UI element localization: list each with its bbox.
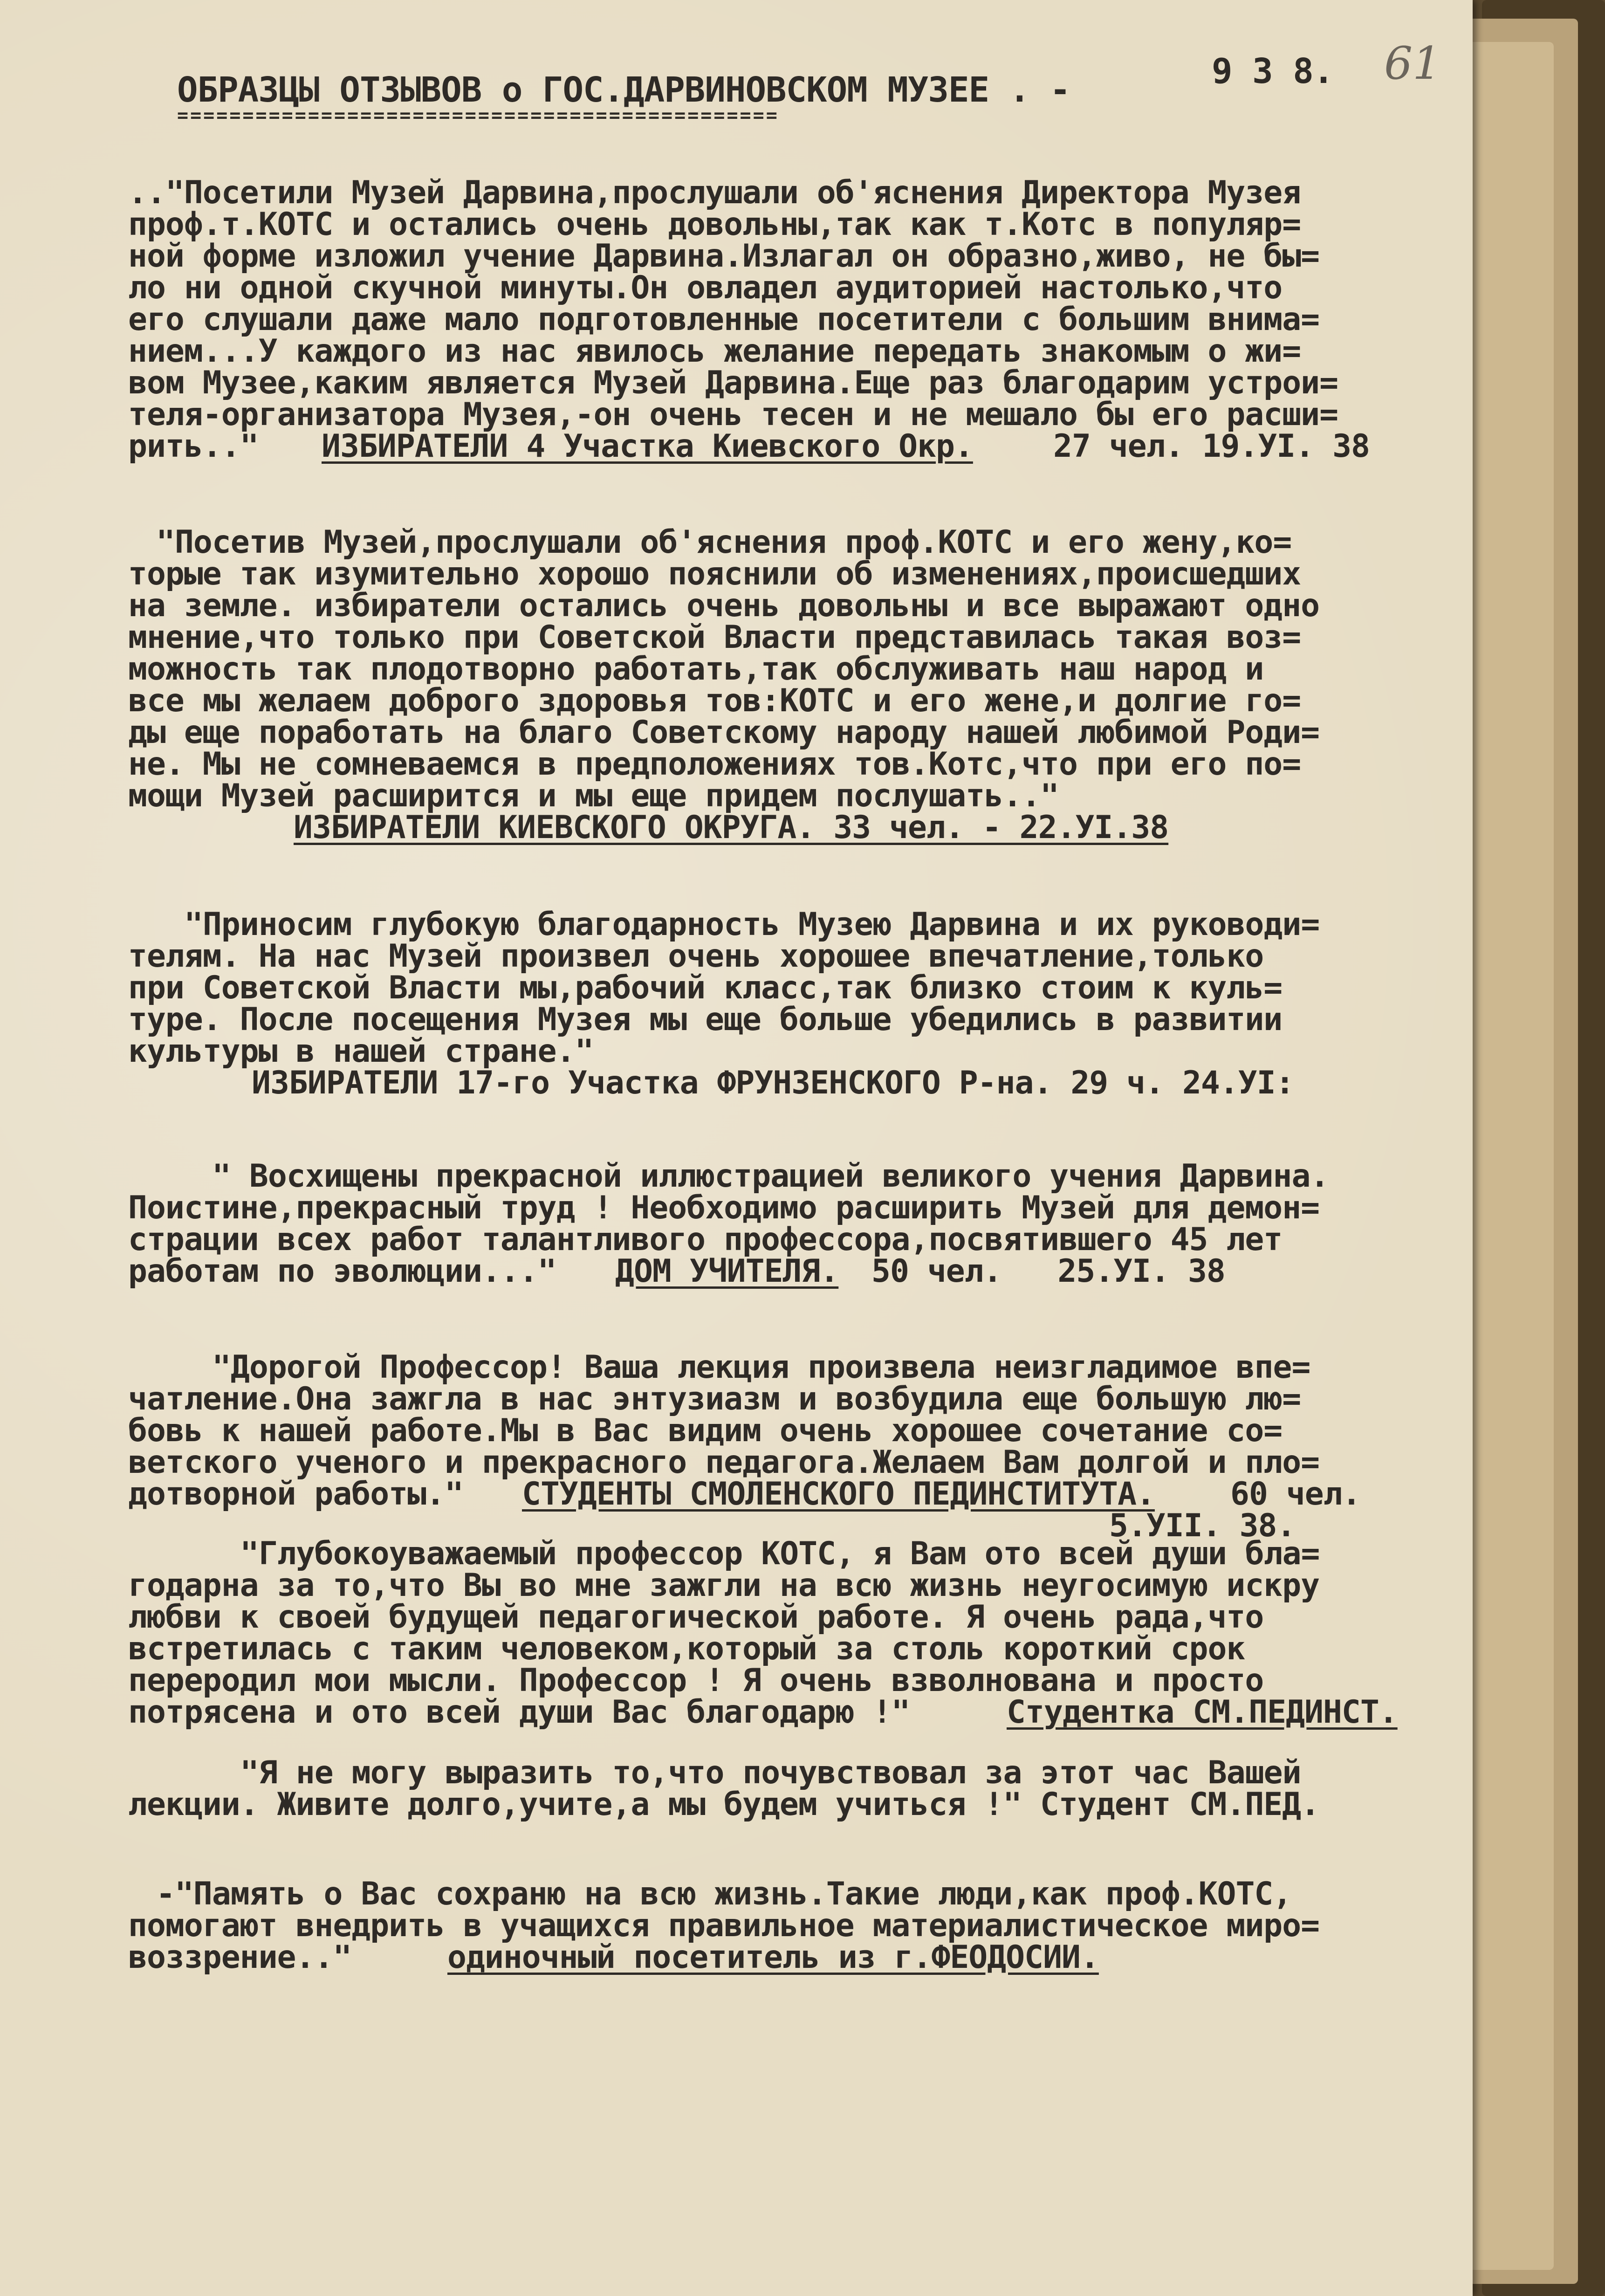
folio-number: 9 3 8.	[1212, 51, 1334, 91]
review-signature: СТУДЕНТЫ СМОЛЕНСКОГО ПЕДИНСТИТУТА.	[522, 1476, 1155, 1512]
text-line: торые так изумительно хорошо пояснили об изменениях,происшедших	[128, 556, 1301, 592]
review-signature: ИЗБИРАТЕЛИ 4 Участка Киевского Окр.	[322, 428, 973, 465]
review-signature: ДОМ УЧИТЕЛЯ.	[615, 1253, 839, 1290]
text-line: лекции. Живите долго,учите,а мы будем учиться !" Студент СМ.ПЕД.	[128, 1786, 1320, 1823]
text-line: "Дорогой Профессор! Ваша лекция произвела неизгладимое впе=	[212, 1349, 1310, 1386]
text-line: мощи Музей расширится и мы еще придем послушать.."	[128, 777, 1059, 814]
review-meta: 60 чел.	[1230, 1476, 1361, 1512]
text-line: проф.т.КОТС и остались очень довольны,так как т.Котс в популяр=	[128, 206, 1301, 243]
review-date: 5.УII. 38.	[1109, 1507, 1296, 1544]
text-line: все мы желаем доброго здоровья тов:КОТС и его жене,и долгие го=	[128, 682, 1301, 719]
text-line: ветского ученого и прекрасного педагога.Желаем Вам долгой и пло=	[128, 1444, 1320, 1481]
text-line: потрясена и ото всей души Вас благодарю !"	[128, 1694, 910, 1731]
text-line: воззрение.."	[128, 1939, 352, 1976]
text-line: бовь к нашей работе.Мы в Вас видим очень хорошее сочетание со=	[128, 1412, 1283, 1449]
text-line: телям. На нас Музей произвел очень хорошее впечатление,только	[128, 938, 1264, 975]
handwritten-page-number: 61	[1384, 37, 1441, 89]
text-line: любви к своей будущей педагогической работе. Я очень рада,что	[128, 1599, 1264, 1636]
review-signature: Студентка СМ.ПЕДИНСТ.	[1007, 1694, 1398, 1731]
text-line: "Я не могу выразить то,что почувствовал за этот час Вашей	[240, 1754, 1301, 1791]
text-line: Поистине,прекрасный труд ! Необходимо расширить Музей для демон=	[128, 1189, 1320, 1226]
text-line: чатление.Она зажгла в нас энтузиазм и возбудила еще большую лю=	[128, 1381, 1301, 1417]
text-line: ной форме изложил учение Дарвина.Излагал он образно,живо, не бы=	[128, 238, 1320, 275]
title-underline: ==============================================	[177, 105, 779, 126]
text-line: страции всех работ талантливого профессора,посвятившего 45 лет	[128, 1221, 1283, 1258]
text-line: теля-организатора Музея,-он очень тесен и не мешало бы его расши=	[128, 396, 1338, 433]
text-line: вом Музее,каким является Музей Дарвина.Еще раз благодарим устрои=	[128, 364, 1338, 401]
text-line: дотворной работы."	[128, 1476, 463, 1512]
review-meta: 27 чел. 19.УI. 38	[1053, 428, 1370, 465]
text-line: "Приносим глубокую благодарность Музею Дарвина и их руководи=	[184, 906, 1320, 943]
text-line: годарна за то,что Вы во мне зажгли на всю жизнь неугосимую искру	[128, 1567, 1320, 1604]
text-line: туре. После посещения Музея мы еще больше убедились в развитии	[128, 1001, 1283, 1038]
review-signature: ИЗБИРАТЕЛИ 17-го Участка ФРУНЗЕНСКОГО Р-на. 29 ч. 24.УI:	[252, 1065, 1294, 1101]
document-title: ОБРАЗЦЫ ОТЗЫВОВ о ГОС.ДАРВИНОВСКОМ МУЗЕЕ . -	[177, 70, 1070, 110]
text-line: "Посетив Музей,прослушали об'яснения проф.КОТС и его жену,ко=	[156, 524, 1292, 561]
text-line: на земле. избиратели остались очень довольны и все выражают одно	[128, 587, 1320, 624]
review-signature: одиночный посетитель из г.ФЕОДОСИИ.	[447, 1939, 1099, 1976]
text-line: " Восхищены прекрасной иллюстрацией великого учения Дарвина.	[212, 1158, 1329, 1195]
text-line: ды еще поработать на благо Советскому народу нашей любимой Роди=	[128, 714, 1320, 751]
review-signature: ИЗБИРАТЕЛИ КИЕВСКОГО ОКРУГА. 33 чел. - 22.УI.38	[294, 809, 1169, 846]
text-line: нием...У каждого из нас явилось желание передать знакомым о жи=	[128, 333, 1301, 370]
text-line: при Советской Власти мы,рабочий класс,так близко стоим к куль=	[128, 969, 1283, 1006]
text-line: рить.."	[128, 428, 259, 465]
text-line: его слушали даже мало подготовленные посетители с большим внима=	[128, 301, 1320, 338]
text-line: можность так плодотворно работать,так обслуживать наш народ и	[128, 651, 1264, 687]
text-line: переродил мои мысли. Профессор ! Я очень взволнована и просто	[128, 1662, 1264, 1699]
text-line: помогают внедрить в учащихся правильное материалистическое миро=	[128, 1907, 1320, 1944]
text-line: мнение,что только при Советской Власти представилась такая воз=	[128, 619, 1301, 656]
text-line: .."Посетили Музей Дарвина,прослушали об'яснения Директора Музея	[128, 174, 1301, 211]
review-meta: 50 чел. 25.УI. 38	[871, 1253, 1225, 1290]
text-line: не. Мы не сомневаемся в предположениях тов.Котс,что при его по=	[128, 746, 1301, 783]
text-line: -"Память о Вас сохраню на всю жизнь.Такие люди,как проф.КОТС,	[156, 1876, 1292, 1912]
text-line: встретилась с таким человеком,который за столь короткий срок	[128, 1630, 1245, 1667]
text-line: культуры в нашей стране."	[128, 1033, 594, 1070]
text-line: ло ни одной скучной минуты.Он овладел аудиторией настолько,что	[128, 269, 1283, 306]
text-line: работам по эволюции..."	[128, 1253, 556, 1290]
text-line: "Глубокоуважаемый профессор КОТС, я Вам ото всей души бла=	[240, 1535, 1320, 1572]
